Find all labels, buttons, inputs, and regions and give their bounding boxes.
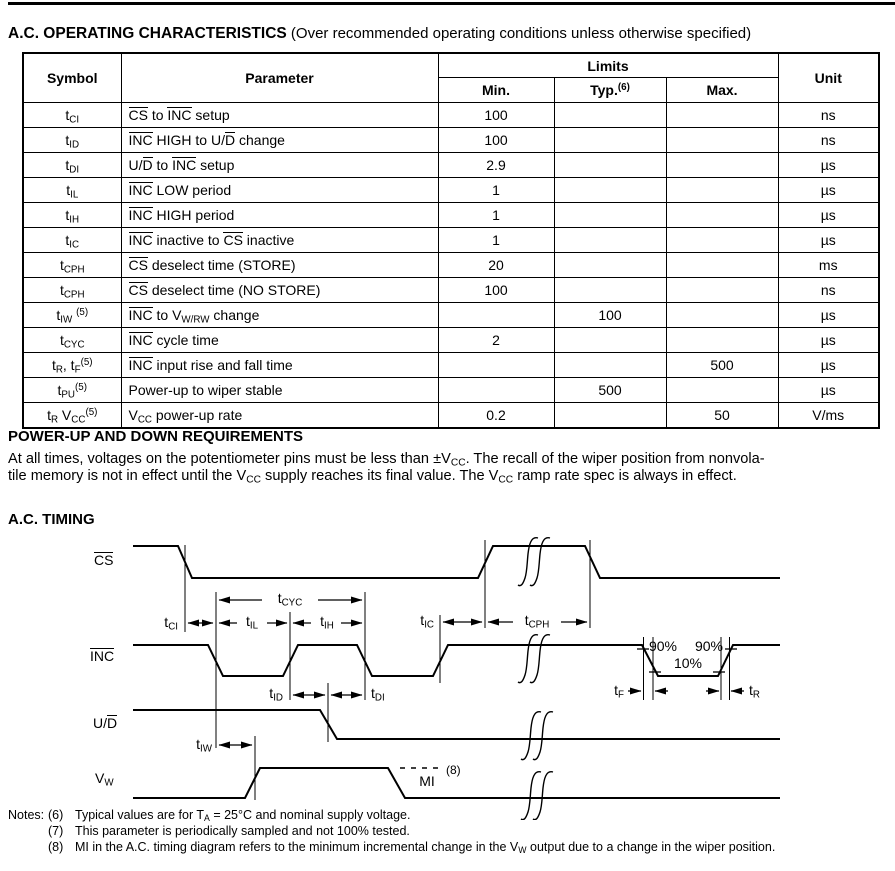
cell-symbol: $t_{CI}$ [23,103,121,128]
cell-min: 1 [438,228,554,253]
cell-max [666,153,778,178]
timing-heading: A.C. TIMING [8,511,95,528]
signal-label-ud: U/D [93,715,118,731]
cell-symbol: $t_{CPH}$ [23,278,121,303]
cell-unit: µs [778,353,879,378]
cell-typ [554,253,666,278]
cell-typ [554,128,666,153]
cell-max [666,253,778,278]
cell-min: 2.9 [438,153,554,178]
note-8-text: MI in the A.C. timing diagram refers to the minimum incremental change in the $V_W$ output due to a change in the wiper position. [75,840,776,856]
cell-symbol: $t_{DI}$ [23,153,121,178]
note-6 [48,808,410,822]
cell-min: 2 [438,328,554,353]
cell-min: 100 [438,103,554,128]
table-row [23,403,879,429]
cell-typ [554,228,666,253]
label-90pct-rise: 90% [694,638,724,654]
label-t-f: $t_F$ [614,682,624,701]
cell-min [438,353,554,378]
powerup-paragraph [8,451,892,484]
cell-max [666,103,778,128]
cell-min: 20 [438,253,554,278]
cell-unit: µs [778,228,879,253]
cell-max [666,128,778,153]
ac-characteristics-table [22,52,880,429]
cell-unit: ns [778,278,879,303]
ud-waveform [133,710,780,739]
cell-symbol: $t_{ID}$ [23,128,121,153]
cell-max [666,278,778,303]
cell-min: 0.2 [438,403,554,429]
cell-typ [554,403,666,429]
cell-typ: 100 [554,303,666,328]
cell-unit: µs [778,378,879,403]
table-row [23,303,879,328]
note-7-num: (7) [48,824,64,838]
col-header-typ: Typ.$^{(6)}$ [554,78,666,103]
note-7-text: This parameter is periodically sampled and not 100% tested. [75,824,410,838]
label-10pct: 10% [673,655,703,671]
col-header-min: Min. [438,78,554,103]
cell-symbol: $t_{IW}$ $^{(5)}$ [23,303,121,328]
table-row [23,378,879,403]
powerup-line2: tile memory is not in effect until the $V_{CC}$ supply reaches its final value. The $V_{CC}$ ramp rate spec is always in effect. [8,467,737,486]
label-t-iw: $t_{IW}$ [196,736,212,755]
note-8 [48,840,775,854]
label-t-ic: $t_{IC}$ [420,612,434,631]
cell-parameter: INC HIGH to U/D change [121,128,438,153]
signal-label-inc: INC [90,648,115,664]
col-header-parameter: Parameter [121,53,438,103]
cell-symbol: $t_{CYC}$ [23,328,121,353]
cell-min: 100 [438,278,554,303]
cell-max [666,228,778,253]
cell-parameter: INC input rise and fall time [121,353,438,378]
table-row [23,278,879,303]
cell-unit: µs [778,203,879,228]
cell-max: 500 [666,353,778,378]
table-row [23,253,879,278]
note-8-num: (8) [48,840,64,854]
label-mi: MI [419,773,435,789]
cell-typ [554,103,666,128]
cell-max [666,203,778,228]
cell-max: 50 [666,403,778,429]
label-90pct-fall: 90% [648,638,678,654]
label-t-il: $t_{IL}$ [245,613,259,632]
cell-max [666,178,778,203]
cell-symbol: $t_{IC}$ [23,228,121,253]
cell-parameter: INC cycle time [121,328,438,353]
cell-min: 1 [438,203,554,228]
cell-typ [554,203,666,228]
cell-min [438,378,554,403]
cell-parameter: CS to INC setup [121,103,438,128]
label-t-ih: $t_{IH}$ [320,613,334,632]
col-header-symbol: Symbol [23,53,121,103]
page-title [8,25,751,43]
table-row [23,228,879,253]
cell-unit: µs [778,178,879,203]
cell-unit: ns [778,103,879,128]
cell-min [438,303,554,328]
break-marks [518,538,553,820]
cell-typ [554,153,666,178]
table-row [23,353,879,378]
cell-max [666,303,778,328]
cell-parameter: CS deselect time (NO STORE) [121,278,438,303]
timing-diagram [0,530,895,824]
cell-typ [554,278,666,303]
cs-waveform [133,546,780,578]
cell-symbol: $t_{CPH}$ [23,253,121,278]
label-t-id: $t_{ID}$ [269,685,283,704]
signal-label-vw: $V_W$ [95,770,114,789]
cell-unit: ms [778,253,879,278]
cell-typ [554,353,666,378]
powerup-heading: POWER-UP AND DOWN REQUIREMENTS [8,428,304,445]
cell-unit: µs [778,153,879,178]
cell-parameter: Power-up to wiper stable [121,378,438,403]
cell-parameter: INC LOW period [121,178,438,203]
label-t-di: $t_{DI}$ [371,685,385,704]
note-6-text: Typical values are for $T_A = 25^\circ C$ and nominal supply voltage. [75,808,411,824]
table-row [23,328,879,353]
col-header-max: Max. [666,78,778,103]
label-t-cph: $t_{CPH}$ [524,612,550,631]
cell-typ [554,178,666,203]
cell-unit: µs [778,303,879,328]
cell-parameter: CS deselect time (STORE) [121,253,438,278]
cell-max [666,378,778,403]
table-row [23,153,879,178]
cell-typ [554,328,666,353]
col-header-unit: Unit [778,53,879,103]
cell-unit: µs [778,328,879,353]
title-normal: (Over recommended operating conditions unless otherwise specified) [286,25,752,42]
note-7 [48,824,410,838]
powerup-line1: At all times, voltages on the potentiometer pins must be less than $\pm V_{CC}$. The recall of the wiper position from nonvola- [8,451,765,469]
top-rule [8,2,895,5]
label-t-cyc: $t_{CYC}$ [277,590,303,609]
notes-prefix: Notes: [8,808,45,822]
cell-parameter: INC to $V_{W/RW}$ change [121,303,438,328]
cell-parameter: $V_{CC}$ power-up rate [121,403,438,429]
label-t-ci: $t_{CI}$ [164,614,178,633]
cell-min: 1 [438,178,554,203]
note-6-num: (6) [48,808,64,822]
label-note8-ref: (8) [446,763,461,777]
cell-symbol: $t_{IH}$ [23,203,121,228]
cell-typ: 500 [554,378,666,403]
table-row [23,103,879,128]
cell-symbol: $t_{IL}$ [23,178,121,203]
cell-min: 100 [438,128,554,153]
table-row [23,178,879,203]
cell-symbol: $t_R$ $V_{CC}^{(5)}$ [23,403,121,429]
cell-max [666,328,778,353]
cell-parameter: INC HIGH period [121,203,438,228]
cell-unit: V/ms [778,403,879,429]
cell-parameter: INC inactive to CS inactive [121,228,438,253]
label-t-r: $t_R$ [749,682,760,701]
cell-symbol: $t_{PU}^{(5)}$ [23,378,121,403]
cell-symbol: $t_R$, $t_F^{(5)}$ [23,353,121,378]
cell-parameter: U/D to INC setup [121,153,438,178]
title-bold: A.C. OPERATING CHARACTERISTICS [8,25,287,42]
cell-unit: ns [778,128,879,153]
table-row [23,128,879,153]
table-row [23,203,879,228]
col-header-limits: Limits [438,53,778,78]
signal-label-cs: CS [94,552,114,568]
